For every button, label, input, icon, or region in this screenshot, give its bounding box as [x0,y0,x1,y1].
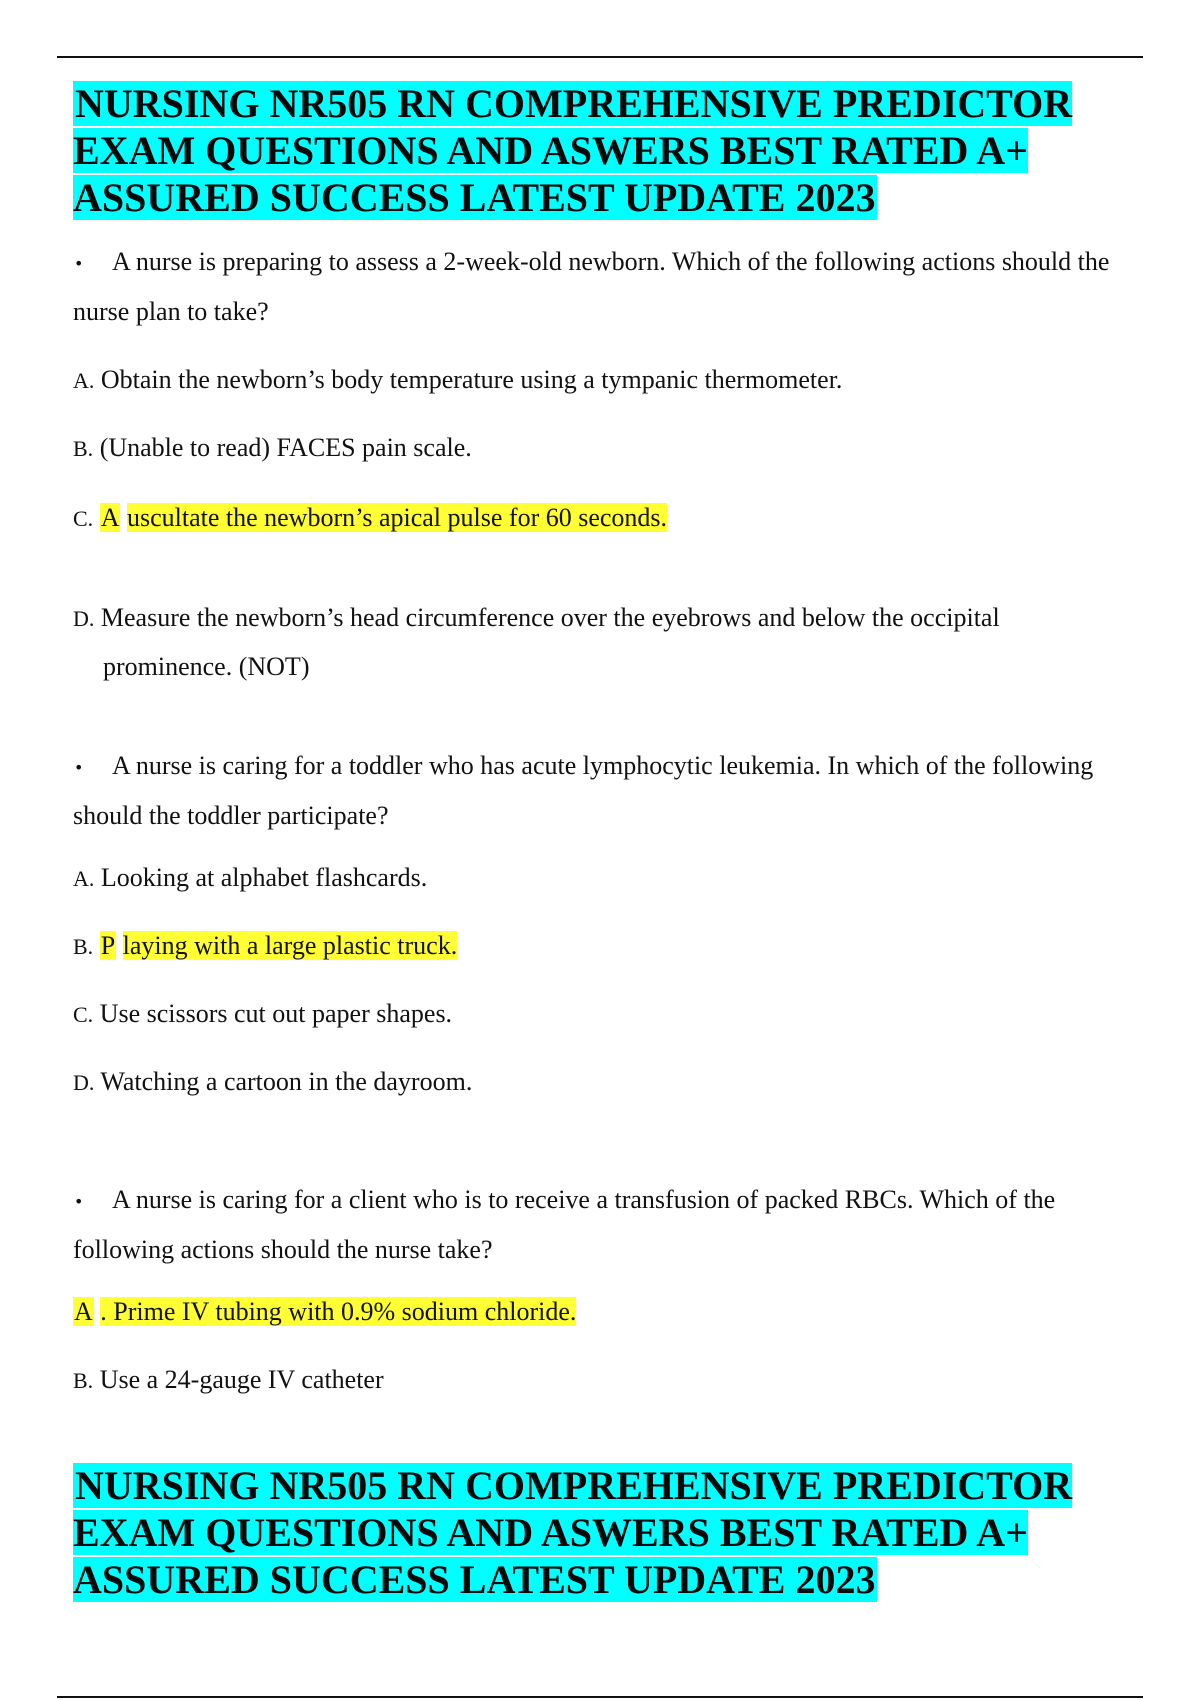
question-3 [73,1176,1133,1274]
question-3-text: A nurse is caring for a client who is to receive a transfusion of packed RBCs. Which of the following actions should the nurse take? [73,1185,1056,1265]
option-letter: A. [73,368,95,393]
option-letter: C. [73,1002,94,1027]
highlighted-answer-initial: A [100,503,120,532]
highlighted-answer-initial: P [100,931,116,960]
option-letter: B. [73,436,94,461]
question-2 [73,742,1133,840]
document-title-text: NURSING NR505 RN COMPREHENSIVE PREDICTOR EXAM QUESTIONS AND ASWERS BEST RATED A+ ASSURED SUCCESS LATEST UPDATE 2023 [73,81,1073,220]
question-2-option-a [73,854,1133,903]
question-2-text: A nurse is caring for a toddler who has acute lymphocytic leukemia. In which of the following should the toddler participate? [73,751,1094,831]
question-3-option-b [73,1356,1133,1405]
footer-title-text: NURSING NR505 RN COMPREHENSIVE PREDICTOR EXAM QUESTIONS AND ASWERS BEST RATED A+ ASSURED SUCCESS LATEST UPDATE 2023 [73,1463,1073,1602]
question-2-option-b-correct [73,922,1133,971]
option-letter: C. [73,506,94,531]
question-3-option-a-correct [73,1288,1133,1336]
option-letter: D. [73,606,95,631]
highlighted-answer-text: uscultate the newborn’s apical pulse for 60 seconds. [126,503,668,532]
option-text: Use a 24-gauge IV catheter [99,1365,384,1394]
highlighted-answer-text: laying with a large plastic truck. [122,931,458,960]
question-1-option-c-correct [73,494,1133,543]
bullet-icon: • [74,1192,84,1212]
question-1-option-d [73,594,1133,691]
option-text: Obtain the newborn’s body temperature using a tympanic thermometer. [100,365,843,394]
bullet-icon: • [74,254,84,274]
option-letter: B. [73,1368,94,1393]
bottom-rule [57,1696,1143,1698]
option-text: Use scissors cut out paper shapes. [99,999,453,1028]
highlighted-answer-text: . Prime IV tubing with 0.9% sodium chloride. [100,1297,577,1326]
question-1-text: A nurse is preparing to assess a 2-week-old newborn. Which of the following actions should the nurse plan to take? [73,247,1110,327]
question-1-option-b [73,424,1133,473]
option-letter: D. [73,1070,95,1095]
option-text: (Unable to read) FACES pain scale. [99,433,472,462]
document-title [73,80,1153,221]
question-2-option-d [73,1058,1133,1107]
top-rule [57,56,1143,58]
bullet-icon: • [74,758,84,778]
option-letter: B. [73,934,94,959]
question-2-option-c [73,990,1133,1039]
option-text: Looking at alphabet flashcards. [100,863,428,892]
highlighted-answer-initial: A [74,1297,93,1326]
option-text: Watching a cartoon in the dayroom. [100,1067,473,1096]
footer-title [73,1462,1153,1603]
question-1 [73,238,1133,336]
question-1-option-a [73,356,1133,405]
option-letter: A. [73,866,95,891]
option-text: Measure the newborn’s head circumference over the eyebrows and below the occipital prominence. (NOT) [100,603,1000,681]
